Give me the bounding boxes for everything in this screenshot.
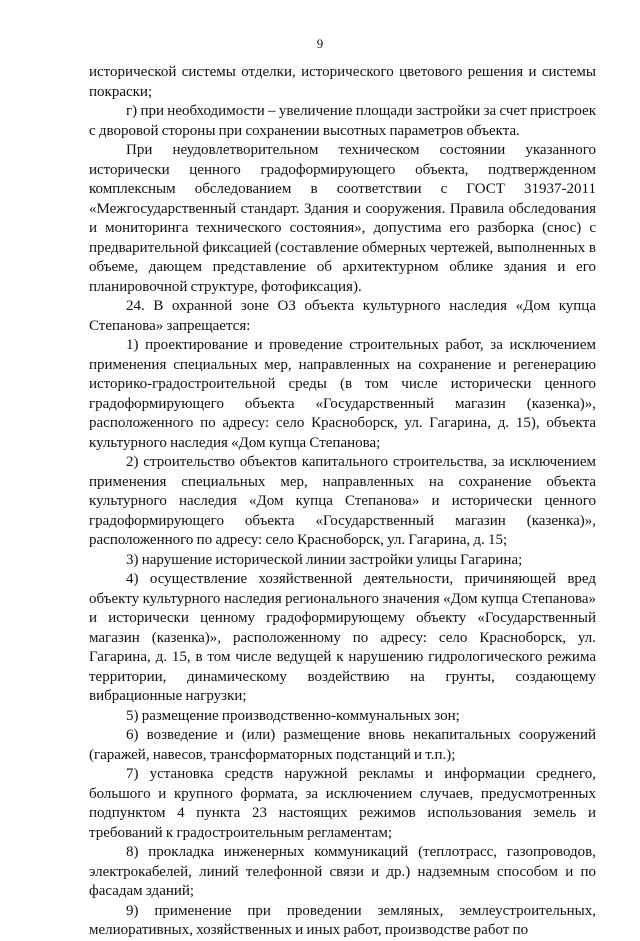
document-body [89, 63, 596, 941]
paragraph: 9) применение при проведении земляных, землеустроительных, мелиоративных, хозяйственных и иных работ, производстве работ по [89, 902, 596, 938]
paragraph: 8) прокладка инженерных коммуникаций (теплотрасс, газопроводов, электрокабелей, линий телефонной связи и др.) надземным способом и по фасадам зданий; [89, 844, 596, 899]
paragraph: 1) проектирование и проведение строительных работ, за исключением применения специальных мер, направленных на сохранение и регенерацию историко-градостроительной среды (в том числе исторически ценного градоформирующего объекта «Государственный магазин (казенка)», расположенного по адресу: село Красноборск, ул. Гагарина, д. 15), объекта культурного наследия «Дом купца Степанова; [89, 337, 596, 451]
paragraph: При неудовлетворительном техническом состоянии указанного исторически ценного градоформирующего объекта, подтвержденном комплексным обследованием в соответствии с ГОСТ 31937-2011 «Межгосударственный стандарт. Здания и сооружения. Правила обследования и мониторинга технического состояния», допустима его разборка (снос) с предварительной фиксацией (составление обмерных чертежей, выполненных в объеме, дающем представление об архитектурном облике здания и его планировочной структуре, фотофиксация). [89, 142, 596, 295]
paragraph: исторической системы отделки, исторического цветового решения и системы покраски; [89, 64, 596, 100]
paragraph: 6) возведение и (или) размещение вновь некапитальных сооружений (гаражей, навесов, трансформаторных подстанций и т.п.); [89, 727, 596, 763]
paragraph: 2) строительство объектов капитального строительства, за исключением применения специальных мер, направленных на сохранение объекта культурного наследия «Дом купца Степанова» и исторически ценного градоформирующего объекта «Государственный магазин (казенка)», расположенного по адресу: село Красноборск, ул. Гагарина, д. 15; [89, 454, 596, 548]
paragraph: 5) размещение производственно-коммунальных зон; [126, 707, 460, 724]
paragraph: 7) установка средств наружной рекламы и информации среднего, большого и крупного формата, за исключением случаев, предусмотренных подпунктом 4 пункта 23 настоящих режимов использования земель и требований к градостроительным регламентам; [89, 766, 596, 841]
paragraph: 24. В охранной зоне ОЗ объекта культурного наследия «Дом купца Степанова» запрещается: [89, 298, 596, 334]
paragraph: 3) нарушение исторической линии застройки улицы Гагарина; [126, 551, 523, 568]
page-number: 9 [316, 36, 324, 51]
paragraph: г) при необходимости – увеличение площади застройки за счет пристроек с дворовой стороны при сохранении высотных параметров объекта. [89, 103, 596, 139]
paragraph: 4) осуществление хозяйственной деятельности, причиняющей вред объекту культурного наследия регионального значения «Дом купца Степанова» и исторически ценному градоформирующему объекту «Государственный магазин (казенка)», расположенному по адресу: село Красноборск, ул. Гагарина, д. 15, в том числе ведущей к нарушению гидрологического режима территории, динамическому воздействию на грунты, создающему вибрационные нагрузки; [89, 571, 596, 704]
